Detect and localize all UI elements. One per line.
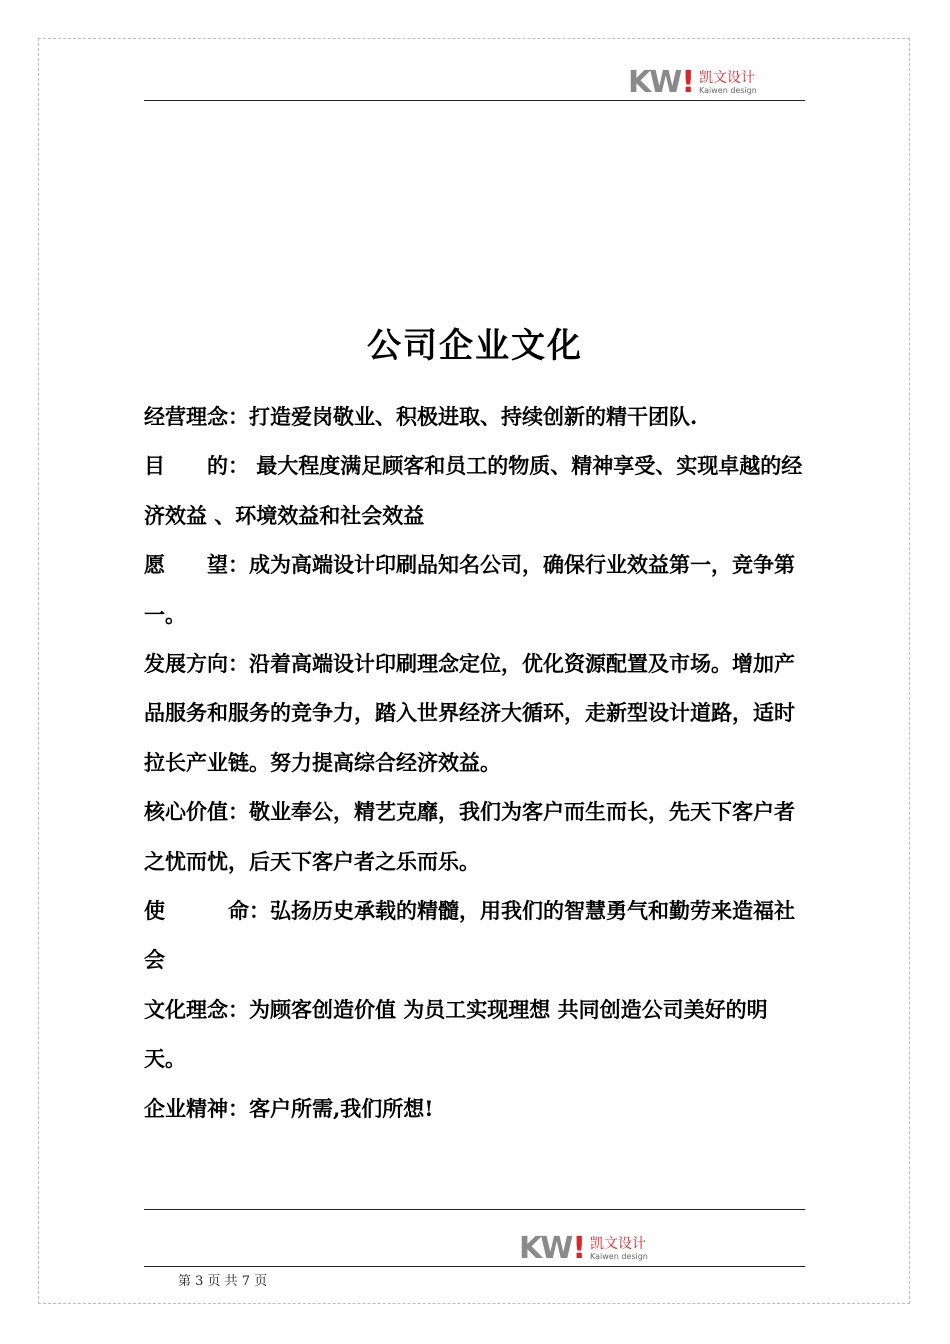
header-rule [144, 100, 805, 101]
paragraph-development-direction: 发展方向：沿着高端设计印刷理念定位，优化资源配置及市场。增加产品服务和服务的竞争力，踏入世界经济大循环，走新型设计道路，适时拉长产业链。努力提高综合经济效益。 [144, 651, 795, 775]
paragraph-business-philosophy: 经营理念：打造爱岗敬业、积极进取、持续创新的精干团队. [144, 404, 698, 429]
paragraph-core-values: 核心价值：敬业奉公，精艺克靡，我们为客户而生而长，先天下客户者之忧而忧，后天下客户者之乐而乐。 [144, 799, 795, 874]
paragraph-vision: 愿 望：成为高端设计印刷品知名公司，确保行业效益第一，竞争第一。 [144, 552, 795, 627]
footer-logo-text [590, 1237, 648, 1261]
footer-logo [519, 1232, 648, 1266]
logo-mark [628, 66, 693, 100]
logo-text [699, 71, 757, 95]
paragraph-enterprise-spirit: 企业精神：客户所需,我们所想! [144, 1095, 434, 1121]
logo-chinese-name: 凯文设计 [699, 70, 756, 86]
footer-logo-mark [519, 1232, 584, 1266]
paragraph-purpose: 目 的： 最大程度满足顾客和员工的物质、精神享受、实现卓越的经济效益 、环境效益和社会效益 [144, 453, 803, 528]
logo-mark-bang: ! [681, 65, 694, 100]
footer-rule-top [144, 1209, 805, 1210]
footer-logo-mark-letters: KW [519, 1231, 572, 1266]
footer-logo-chinese-name: 凯文设计 [590, 1236, 647, 1252]
page-number: 第 3 页 共 7 页 [178, 1274, 268, 1289]
document-body [144, 392, 806, 1133]
paragraph-culture-philosophy: 文化理念：为顾客创造价值 为员工实现理想 共同创造公司美好的明天。 [144, 996, 768, 1072]
paragraph-mission: 使 命：弘扬历史承载的精髓，用我们的智慧勇气和勤劳来造福社会 [144, 898, 795, 973]
logo-english-name: Kaiwen design [699, 86, 757, 95]
footer-rule-bottom [144, 1266, 805, 1267]
header-logo [628, 66, 757, 100]
footer-logo-mark-bang: ! [572, 1231, 585, 1266]
document-title: 公司企业文化 [367, 326, 583, 366]
logo-mark-letters: KW [628, 65, 681, 100]
footer-logo-english-name: Kaiwen design [590, 1252, 648, 1261]
